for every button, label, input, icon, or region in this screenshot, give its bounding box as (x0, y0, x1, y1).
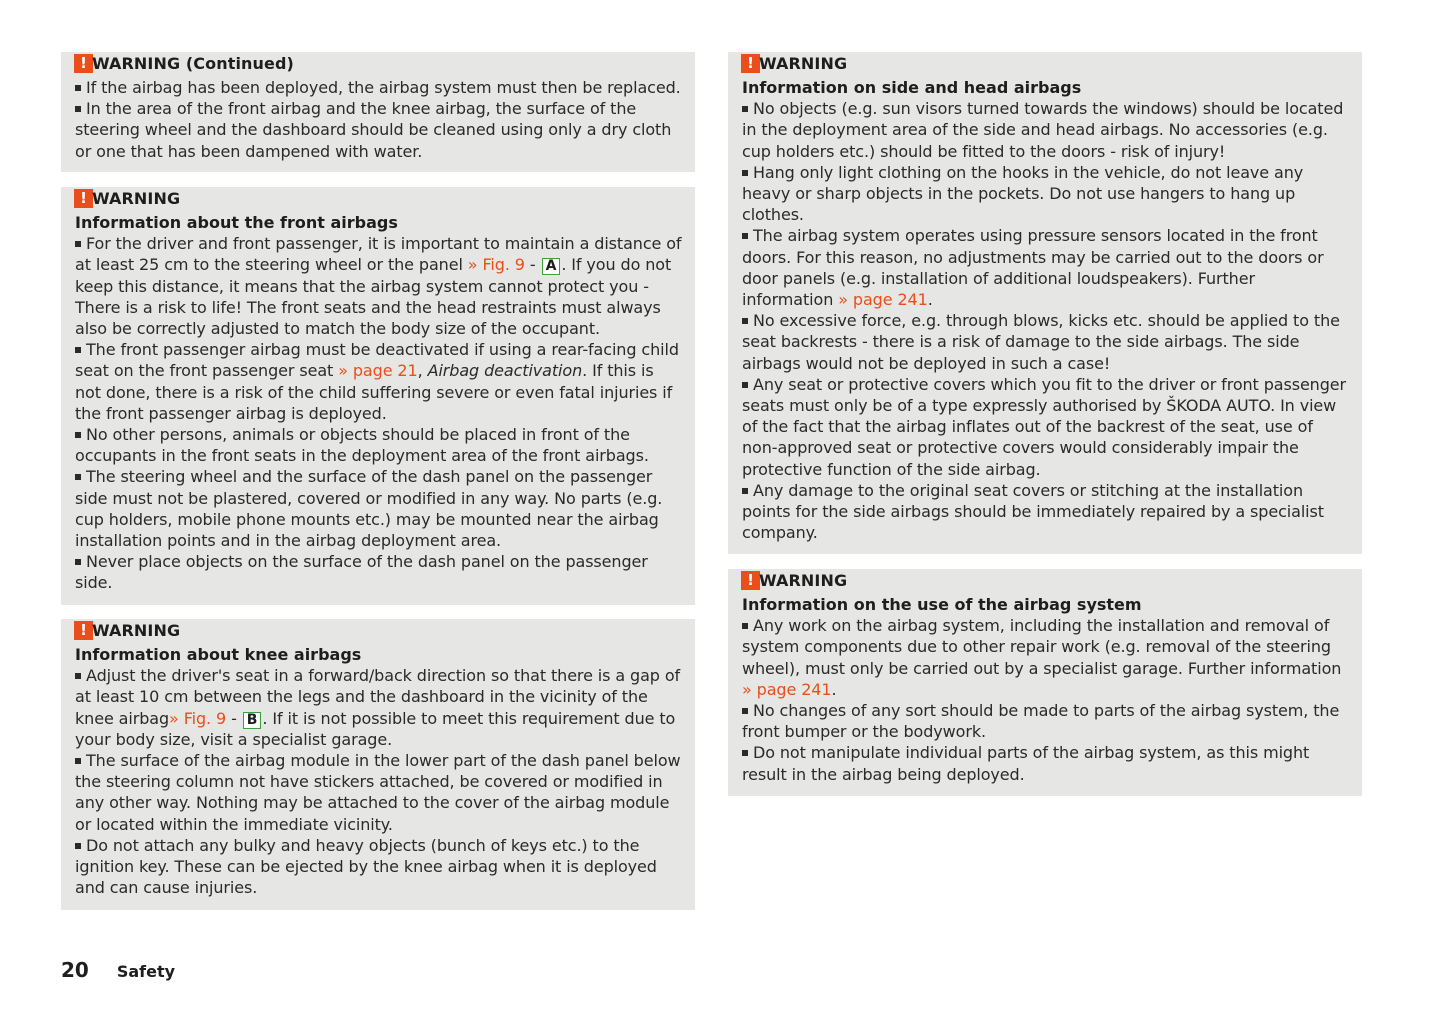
bullet-icon (742, 488, 748, 494)
bullet-icon (742, 750, 748, 756)
bullet-icon (75, 474, 81, 480)
bullet-icon (75, 758, 81, 764)
figure-link[interactable]: » Fig. 9 (467, 255, 525, 275)
warning-subtitle: Information about the front airbags (75, 213, 398, 232)
italic-reference: Airbag deactivation (427, 361, 583, 381)
page-footer (61, 958, 175, 982)
bullet-icon (742, 708, 748, 714)
warning-paragraph: The airbag system operates using pressure sensors located in the front doors. For this reason, no adjustments may be carried out to the doors or door panels (e.g. installation of additional loudspeakers). Further information » page 241. (742, 226, 1324, 310)
warning-paragraph: The surface of the airbag module in the lower part of the dash panel below the steering column not have stickers attached, be covered or modified in any other way. Nothing may be attached to the cover of the airbag module or located within the immediate vicinity. (75, 751, 681, 834)
warning-paragraph: No other persons, animals or objects should be placed in front of the occupants in the front seats in the deployment area of the front airbags. (75, 425, 649, 466)
warning-box-header (742, 52, 1349, 77)
warning-icon: ! (74, 54, 93, 73)
warning-paragraph: Adjust the driver's seat in a forward/back direction so that there is a gap of at least 10 cm between the legs and the dashboard in the vicinity of the knee airbag» Fig. 9 - B . If it is not possible to meet this requirement due to your body size, visit a specialist garage. (75, 666, 681, 749)
warning-paragraph: Do not manipulate individual parts of the airbag system, as this might result in the airbag being deployed. (742, 743, 1310, 784)
bullet-icon (742, 623, 748, 629)
warning-box-front-airbags (61, 187, 695, 605)
figure-link[interactable]: » Fig. 9 (169, 708, 227, 728)
warning-paragraph: Any work on the airbag system, including the installation and removal of system components due to other repair work (e.g. removal of the steering wheel), must only be carried out by a specialist garage. Further information » page 241. (742, 616, 1342, 699)
bullet-icon (742, 106, 748, 112)
warning-box-side-head-airbags (728, 52, 1362, 554)
warning-icon: ! (741, 571, 760, 590)
section-name: Safety (116, 962, 176, 981)
figure-letter-badge: B (243, 712, 262, 729)
warning-paragraph: In the area of the front airbag and the knee airbag, the surface of the steering wheel and the dashboard should be cleaned using only a dry cloth or one that has been dampened with water. (75, 99, 672, 161)
bullet-icon (75, 106, 81, 112)
bullet-icon (75, 843, 81, 849)
bullet-icon (742, 233, 748, 239)
page-link[interactable]: » page 21 (338, 361, 418, 381)
page-link[interactable]: » page 241 (742, 679, 832, 699)
bullet-icon (75, 559, 81, 565)
bullet-icon (75, 241, 81, 247)
warning-paragraph: No objects (e.g. sun visors turned towards the windows) should be located in the deployment area of the side and head airbags. No accessories (e.g. cup holders etc.) should be fitted to the doors - risk of injury! (742, 99, 1344, 161)
bullet-icon (75, 85, 81, 91)
warning-paragraph: Hang only light clothing on the hooks in the vehicle, do not leave any heavy or sharp objects in the pockets. Do not use hangers to hang up clothes. (742, 162, 1304, 225)
warning-box-header (75, 52, 682, 77)
warning-icon: ! (74, 621, 93, 640)
warning-paragraph: No excessive force, e.g. through blows, kicks etc. should be applied to the seat backrests - there is a risk of damage to the side airbags. The side airbags would not be deployed in such a case! (742, 311, 1340, 373)
warning-paragraph: Do not attach any bulky and heavy objects (bunch of keys etc.) to the ignition key. These can be ejected by the knee airbag when it is deployed and can cause injuries. (75, 835, 657, 898)
warning-box-header (75, 187, 682, 212)
bullet-icon (742, 170, 748, 176)
page-link[interactable]: » page 241 (838, 290, 928, 310)
warning-icon: ! (741, 54, 760, 73)
warning-subtitle: Information on the use of the airbag system (742, 595, 1142, 614)
warning-paragraph: Any damage to the original seat covers or stitching at the installation points for the side airbags should be immediately repaired by a specialist company. (742, 480, 1324, 543)
warning-subtitle: Information about knee airbags (75, 645, 362, 664)
warning-box-header (75, 619, 682, 644)
warning-title: WARNING (759, 54, 848, 73)
warning-title: WARNING (759, 571, 848, 590)
figure-letter-badge: A (542, 258, 561, 275)
bullet-icon (742, 382, 748, 388)
warning-paragraph: Any seat or protective covers which you fit to the driver or front passenger seats must only be of a type expressly authorised by ŠKODA AUTO. In view of the fact that the airbag inflates out of the backrest of the seat, use of non-approved seat or protective covers would considerably impair the protective function of the side airbag. (742, 374, 1347, 479)
warning-paragraph: The front passenger airbag must be deactivated if using a rear-facing child seat on the front passenger seat » page 21, Airbag deactivation. If this is not done, there is a risk of the child suffering severe or even fatal injuries if the front passenger airbag is deployed. (75, 340, 679, 423)
warning-paragraph: No changes of any sort should be made to parts of the airbag system, the front bumper or the bodywork. (742, 701, 1340, 742)
warning-box-continued (61, 52, 695, 172)
warning-paragraph: If the airbag has been deployed, the airbag system must then be replaced. (75, 77, 682, 98)
bullet-icon (75, 347, 81, 353)
warning-subtitle: Information on side and head airbags (742, 78, 1082, 97)
warning-box-knee-airbags (61, 619, 695, 910)
warning-title: WARNING (Continued) (92, 54, 294, 73)
warning-paragraph: Never place objects on the surface of the dash panel on the passenger side. (75, 552, 648, 593)
warning-paragraph: The steering wheel and the surface of the dash panel on the passenger side must not be plastered, covered or modified in any way. No parts (e.g. cup holders, mobile phone mounts etc.) may be mounted near the airbag installation points and in the airbag deployment area. (75, 467, 663, 551)
bullet-icon (742, 318, 748, 324)
page-number: 20 (61, 958, 89, 982)
warning-box-airbag-system-use (728, 569, 1362, 796)
warning-box-header (742, 569, 1349, 594)
warning-title: WARNING (92, 621, 181, 640)
warning-title: WARNING (92, 189, 181, 208)
bullet-icon (75, 432, 81, 438)
warning-icon: ! (74, 189, 93, 208)
warning-paragraph: For the driver and front passenger, it is important to maintain a distance of at least 25 cm to the steering wheel or the panel » Fig. 9 - A . If you do not keep this distance, it means that the airbag system cannot protect you - There is a risk to life! The front seats and the head restraints must always also be correctly adjusted to match the body size of the occupant. (75, 234, 682, 339)
bullet-icon (75, 673, 81, 679)
